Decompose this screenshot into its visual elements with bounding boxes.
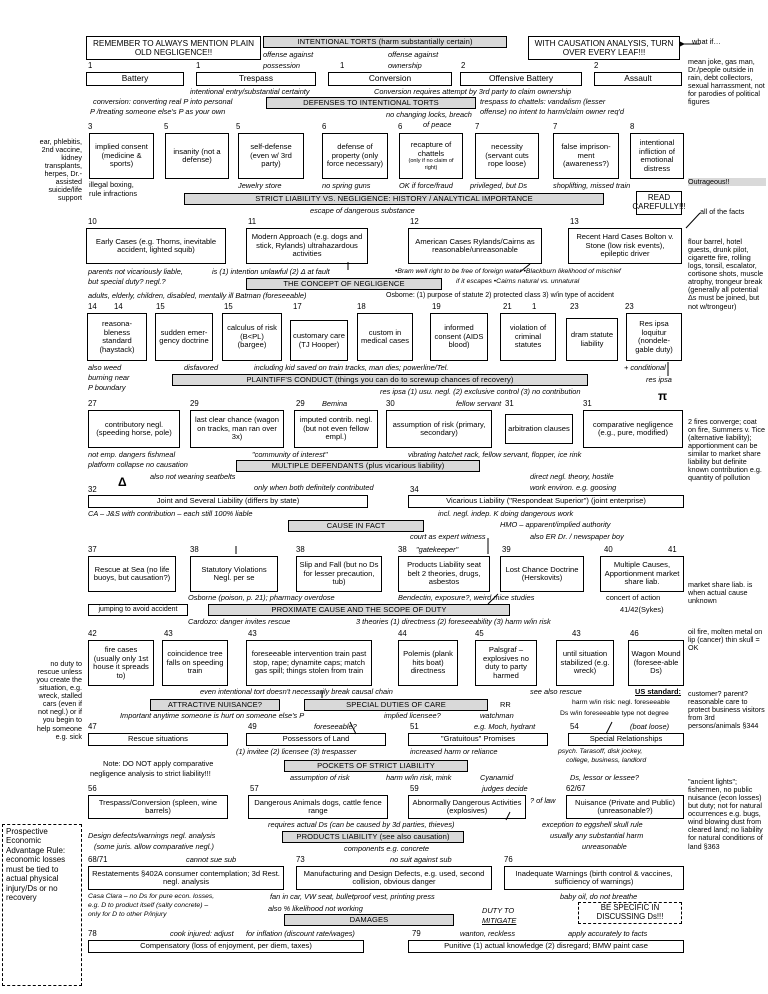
herpes-note: herpes, Dr.- (44, 169, 82, 179)
statutory-violations-label: Statutory Violations Negl. per se (201, 564, 267, 582)
what-if-note: what if… (692, 37, 721, 46)
baby-oil-note: baby oil, do not breathe (560, 892, 638, 901)
oil-fire-text: oil fire, molten metal on lip (cancer) thin skull = OK (688, 627, 763, 653)
page-ref-79: 79 (412, 929, 421, 938)
res-ipsa-elements-note: res ipsa (1) usu. negl. (2) exclusive control (3) no contribution (380, 387, 581, 396)
conversion-definition: conversion: converting real P into personal (93, 97, 233, 106)
proximate-cause-title: PROXIMATE CAUSE AND THE SCOPE OF DUTY (271, 605, 447, 615)
last-clear-chance-label: last clear chance (wagon on tracks, man ran over 3x) (195, 415, 279, 442)
intentional-entry-note: intentional entry/substantial certainty (190, 87, 310, 96)
direct-negligence-note: direct negl. theory, hostile (530, 472, 614, 481)
comparative-warning-note-2: negligence analysis to strict liability!!! (90, 769, 211, 778)
force-fraud-note: OK if force/fraud (399, 181, 453, 190)
page-ref-17: 17 (293, 302, 302, 311)
page-ref-11: 11 (248, 217, 257, 226)
page-ref-3a: 3 (88, 122, 93, 131)
delta-symbol: Δ (118, 475, 127, 489)
page-ref-43a: 43 (164, 629, 173, 638)
page-ref-57: 57 (250, 784, 259, 793)
self-defense-label: self-defense (even w/ 3rd party) (250, 142, 292, 169)
see-also-rescue-note: see also rescue (530, 687, 582, 696)
pi-symbol: π (658, 389, 668, 403)
punitive-label: Punitive (1) actual knowledge (2) disregard; BMW paint case (444, 941, 648, 951)
cars-note: cars (even if (42, 699, 82, 709)
abnormally-dangerous-label: Abnormally Dangerous Activities (explosives) (412, 797, 522, 815)
ds-lessor-note: Ds, lessor or lessee? (570, 773, 640, 782)
parents-note: parents not vicariously liable, (88, 267, 183, 276)
spring-guns-note: no spring guns (322, 181, 371, 190)
components-note: components e.g. concrete (344, 844, 430, 853)
pockets-strict-title: POCKETS OF STRICT LIABILITY (317, 761, 435, 771)
moch-hydrant-note: e.g. Moch, hydrant (474, 722, 536, 731)
vaccine-note: 2nd vaccine, (41, 145, 82, 155)
trespass-conversion-label: Trespass/Conversion (spleen, wine barrels) (98, 797, 218, 815)
of-law-note: ? of law (530, 796, 556, 805)
page-ref-18: 18 (357, 302, 366, 311)
recapture-small-note: (only if no claim of right) (408, 158, 454, 171)
read-carefully-text: READ CAREFULLY!!! (632, 193, 686, 211)
privileged-note: privileged, but Ds (470, 181, 528, 190)
page-ref-1: 1 (88, 61, 93, 70)
be-specific-text: BE SPECIFIC IN DISCUSSING Ds!!! (596, 903, 664, 921)
suicide-note: suicide/life (48, 185, 82, 195)
page-ref-29b: 29 (296, 399, 305, 408)
some-juris-note: (some juris. allow comparative negl.) (94, 842, 214, 851)
cardozo-note: Cardozo: danger invites rescue (188, 617, 291, 626)
apply-facts-note: apply accurately to facts (568, 929, 648, 938)
page-ref-47: 47 (88, 722, 97, 731)
negligence-title: THE CONCEPT OF NEGLIGENCE (283, 279, 405, 289)
no-suit-note: no suit against sub (390, 855, 452, 864)
fishmeal-note: not emp. dangers fishmeal (88, 450, 176, 459)
casa-clara-note-2: e.g. D to product itself (salty concrete) – (88, 902, 209, 909)
page-ref-31a: 31 (505, 399, 514, 408)
mean-joke-text: mean joke, gas man, Dr./people outside in rain, debt collectors, sexual harrassment, not for parodies of political figures (688, 57, 765, 107)
lost-chance-label: Lost Chance Doctrine (Herskovits) (505, 564, 579, 582)
three-theories-note: 3 theories (1) directness (2) foreseeability (3) harm w/in risk (356, 617, 551, 626)
sudden-emergency-label: sudden emer-gency doctrine (159, 327, 209, 345)
ownership-note: ownership (388, 61, 422, 70)
page-ref-6b: 6 (398, 122, 403, 131)
page-ref-59: 59 (410, 784, 419, 793)
damages-title: DAMAGES (349, 915, 389, 925)
page-ref-41: 41 (668, 545, 677, 554)
us-standard-note: US standard: (635, 687, 681, 696)
jumping-label: jumping to avoid accident (98, 606, 178, 614)
page-ref-44: 44 (398, 629, 407, 638)
necessity-label: necessity (servant cuts rope loose) (485, 142, 529, 169)
possession-note: possession (263, 61, 300, 70)
usually-substantial-note: usually any substantial harm (550, 831, 644, 840)
palsgraf-label: Palsgraf – explosives no duty to party harmed (482, 645, 529, 680)
court-expert-note: court as expert witness (410, 532, 486, 541)
design-defects-note: Design defects/warnings negl. analysis (88, 831, 216, 840)
dangerous-animals-label: Dangerous Animals dogs, cattle fence range (254, 797, 382, 815)
recapture-label: recapture of chattels (410, 140, 452, 158)
rescue-at-sea-label: Rescue at Sea (no life buoys, but causation?) (93, 564, 171, 582)
shoplifting-note: shoplifting, missed train (553, 181, 631, 190)
requires-actual-ds-note: requires actual Ds (can be caused by 3d parties, thieves) (268, 820, 455, 829)
ca-js-note: CA – J&S with contribution – each still 100% liable (88, 509, 253, 518)
osborne-note: Osborne: (1) purpose of statute 2) protected class 3) w/in type of accident (386, 292, 615, 299)
assault-label: Assault (624, 73, 652, 84)
illegal-boxing-note: illegal boxing, (89, 180, 134, 189)
american-cases-label: American Cases Rylands/Cairns as reasonable/unreasonable (415, 236, 535, 254)
special-relationships-label: Special Relationships (589, 734, 663, 744)
conditional-note: + conditional (624, 363, 666, 372)
insanity-label: insanity (not a defense) (173, 146, 221, 164)
you-begin-note: you begin to (42, 715, 82, 725)
judges-decide-note: judges decide (482, 784, 528, 793)
false-imprisonment-label: false imprison-ment (awareness?) (561, 142, 611, 169)
page-ref-15a: 15 (156, 302, 165, 311)
causation-text: WITH CAUSATION ANALYSIS, TURN OVER EVERY LEAF!!! (534, 38, 674, 57)
prospective-economic-text: Prospective Economic Advantage Rule: economic losses must be tied to actual physical injury/Ds or no recovery (6, 827, 66, 903)
situation-note: situation, e.g. (39, 683, 82, 693)
er-dr-note: also ER Dr. / newspaper boy (530, 532, 624, 541)
attractive-nuisance-title: ATTRACTIVE NUISANCE? (167, 700, 263, 710)
seatbelts-note: also not wearing seatbelts (150, 472, 236, 481)
slip-and-fall-label: Slip and Fall (but no Ds for lesser precaution, tub) (299, 560, 379, 587)
comparative-warning-note: Note: DO NOT apply comparative (103, 759, 214, 768)
page-ref-5b: 5 (236, 122, 241, 131)
page-ref-46: 46 (630, 629, 639, 638)
bendectin-note: Bendectin, exposure?, weird mice studies (398, 593, 535, 602)
invitee-licensee-note: (1) invitee (2) licensee (3) trespasser (236, 747, 357, 756)
help-note: help someone (36, 723, 82, 733)
transplants-note: transplants, (44, 161, 82, 171)
escape-substance-note: escape of dangerous substance (310, 206, 415, 215)
gratuitous-promises-label: "Gratuitous" Promises (440, 734, 516, 744)
page-ref-51: 51 (410, 722, 419, 731)
multiple-causes-label: Multiple Causes, Apportionment market share liab. (604, 560, 680, 587)
not-negl-note: not negl.) or if (38, 707, 82, 717)
abnormally-arrow (506, 812, 510, 820)
nuisance-label: Nuisance (Private and Public) (unreasonable?) (574, 797, 676, 815)
concert-of-action-note: concert of action (606, 593, 661, 602)
page-ref-5a: 5 (164, 122, 169, 131)
page-ref-62-67: 62/67 (566, 784, 586, 793)
conversion-requires-note: Conversion requires attempt by 3rd party to claim ownership (374, 87, 572, 96)
increased-harm-note: increased harm or reliance (410, 747, 498, 756)
fellow-servant-note: fellow servant (456, 399, 502, 408)
page-ref-6a: 6 (322, 122, 327, 131)
independent-contractor-note: incl. negl. indep. K doing dangerous work (438, 509, 574, 518)
likelihood-note: also % likelihood not working (268, 904, 363, 913)
contributory-negligence-label: contributory negl. (speeding horse, pole) (96, 419, 172, 437)
page-ref-7b: 7 (553, 122, 558, 131)
ancient-lights-text: "ancient lights"; fishermen, no public nuisance (econ losses) but duty; not for natural occurrences e.g. bugs, wind blowing dust from cleared land; no liability for natural conditions of land §363 (688, 777, 763, 851)
page-ref-27: 27 (88, 399, 97, 408)
harm-mink-note: harm w/in risk, mink (386, 773, 452, 782)
restatements-label: Restatements §402A consumer contemplation; 3d Rest. negl. analysis (92, 868, 280, 886)
comparative-negligence-label: comparative negligence (e.g., pure, modified) (592, 419, 674, 437)
tarasoff-note: psych. Tarasoff, disk jockey, (558, 748, 643, 755)
strict-liability-title: STRICT LIABILITY VS. NEGLIGENCE: HISTORY / ANALYTICAL IMPORTANCE (255, 194, 533, 204)
foreseeable-question-note: foreseeable? (314, 722, 357, 731)
all-facts-text: all of the facts (700, 207, 745, 216)
page-ref-54: 54 (570, 722, 579, 731)
sykes-note: 41/42(Sykes) (620, 605, 664, 614)
reminder-text: REMEMBER TO ALWAYS MENTION PLAIN OLD NEGLIGENCE!! (92, 38, 255, 57)
page-ref-23a: 23 (570, 302, 579, 311)
reasonableness-label: reasona-bleness standard (haystack) (99, 319, 135, 354)
p-boundary-note: P boundary (88, 383, 126, 392)
page-ref-40: 40 (604, 545, 613, 554)
foreseeable-arrow (350, 722, 356, 734)
adults-elderly-note: adults, elderly, children, disabled, mentally ill Batman (foreseeable) (88, 291, 307, 300)
page-ref-76: 76 (504, 855, 513, 864)
harm-within-risk-note: harm w/in risk: negl. foreseeable (572, 699, 670, 706)
page-ref-68-71: 68/71 (88, 855, 108, 864)
burning-near-note: burning near (88, 373, 130, 382)
modern-approach-label: Modern Approach (e.g. dogs and stick, Rylands) ultrahazardous activities (251, 232, 363, 259)
flour-barrel-text: flour barrel, hotel guests, drunk pilot, cigarette fire, rolling logs, tonsil, escalator, cortisone shots, muscle atrophy, trongeur break (generally all potential Δs must be joined, but not w/trongeur) (688, 237, 764, 311)
page-ref-19: 19 (432, 302, 441, 311)
plaintiff-conduct-title: PLAINTIFF'S CONDUCT (things you can do to screwup chances of recovery) (246, 375, 514, 385)
special-duties-title: SPECIAL DUTIES OF CARE (346, 700, 446, 710)
page-ref-5: 2 (594, 61, 599, 70)
page-ref-73: 73 (296, 855, 305, 864)
page-ref-29a: 29 (190, 399, 199, 408)
of-peace-note: of peace (423, 120, 452, 129)
page-ref-38c: 38 (398, 545, 407, 554)
also-weed-note: also weed (88, 363, 122, 372)
fan-in-car-note: fan in car, VW seat, bulletproof vest, printing press (270, 892, 435, 901)
rr-note: RR (500, 700, 511, 709)
eg-sick-note: e.g. sick (55, 731, 82, 741)
page-ref-12: 12 (410, 217, 419, 226)
kidney-note: kidney (61, 153, 82, 163)
page-ref-49: 49 (248, 722, 257, 731)
possessors-of-land-label: Possessors of Land (282, 734, 350, 744)
intentional-tort-chain-note: even intentional tort doesn't necessarily break causal chain (200, 687, 393, 696)
inflation-note: for inflation (discount rate/wages) (246, 929, 355, 938)
inadequate-warnings-label: Inadequate Warnings (birth control & vaccines, sufficiency of warnings) (515, 868, 673, 886)
jewelry-store-note: Jewelry store (238, 181, 282, 190)
page-ref-39: 39 (502, 545, 511, 554)
gatekeeper-note: "gatekeeper" (416, 545, 459, 554)
informed-consent-label: informed consent (AIDS blood) (434, 323, 484, 350)
read-carefully-arrow (686, 213, 700, 228)
osborne-poison-note: Osborne (poison, p. 21); pharmacy overdose (188, 593, 335, 602)
two-fires-text: 2 fires converge; coat on fire, Summers v. Tice (alternative liability); apportionment can be similar to market share liability but definite known contribution e.g. quantity of pollution (688, 417, 765, 483)
cannot-sue-note: cannot sue sub (186, 855, 237, 864)
page-ref-78: 78 (88, 929, 97, 938)
page-ref-2: 1 (196, 61, 201, 70)
fire-cases-label: fire cases (usually only 1st house it spreads to) (93, 645, 149, 680)
products-liability-label: Products Liability seat belt 2 theories, drugs, asbestos (407, 560, 481, 587)
conversion-label: Conversion (368, 73, 412, 84)
page-ref-14a: 14 (88, 302, 97, 311)
wanton-reckless-note: wanton, reckless (460, 929, 516, 938)
page-ref-4: 2 (461, 61, 466, 70)
cause-in-fact-title: CAUSE IN FACT (326, 521, 386, 531)
defense-of-property-label: defense of property (only force necessary) (326, 142, 384, 169)
trespass-label: Trespass (238, 73, 274, 84)
recent-hard-cases-label: Recent Hard Cases Bolton v. Stone (low risk events), epileptic driver (576, 232, 674, 259)
page-ref-13: 13 (570, 217, 579, 226)
calculus-label: calculus of risk (B<PL) (bargee) (227, 323, 277, 350)
res-ipsa-note: res ipsa (646, 375, 672, 384)
implied-consent-label: implied consent (medicine & sports) (95, 142, 148, 169)
only-when-note: only when both definitely contributed (254, 483, 374, 492)
support-note: support (58, 193, 82, 203)
no-duty-note: no duty to (50, 659, 82, 668)
products-liability-title: PRODUCTS LIABILITY (see also causation) (296, 832, 450, 842)
early-cases-label: Early Cases (e.g. Thorns, inevitable accident, lighted squib) (95, 236, 217, 254)
page-ref-37: 37 (88, 545, 97, 554)
page-ref-31b: 31 (583, 399, 592, 408)
vibrating-hatchet-note: vibrating hatchet rack, fellow servant, flopper, ice rink (408, 450, 582, 459)
imputed-negligence-label: imputed contrib. negl. (but not even fellow empl.) (299, 415, 373, 442)
page-ref-15b: 15 (224, 302, 233, 311)
work-environment-note: work environ. e.g. goosing (530, 483, 617, 492)
you-create-note: you create the (36, 675, 82, 685)
criminal-statutes-label: violation of criminal statutes (509, 323, 547, 350)
conversion-definition-2: P /treating someone else's P as your own (90, 107, 226, 116)
page-ref-21: 21 (503, 302, 512, 311)
until-stabilized-label: until situation stabilized (e.g. wreck) (560, 649, 610, 676)
page-ref-34: 34 (410, 485, 419, 494)
intentional-torts-title: INTENTIONAL TORTS (harm substantially certain) (297, 37, 473, 47)
special-duty-text: but special duty? negl.? (88, 277, 166, 286)
custom-medical-label: custom in medical cases (360, 327, 410, 345)
eggshell-exception-note: exception to eggshell skull rule (542, 820, 643, 829)
wreck-note: wreck, stalled (38, 691, 82, 701)
page-ref-7a: 7 (475, 122, 480, 131)
page-ref-32: 32 (88, 485, 97, 494)
arbitration-label: arbitration clauses (508, 423, 570, 433)
coincidence-label: coincidence tree falls on speeding train (166, 649, 224, 676)
page-ref-8: 8 (630, 122, 635, 131)
joint-several-label: Joint and Several Liability (differs by state) (156, 496, 300, 506)
ear-note: ear, phlebitis, (39, 137, 82, 146)
assisted-note: assisted (55, 177, 82, 187)
offense-note-2: offense against (388, 50, 439, 59)
duty-to-note: DUTY TO (482, 906, 515, 915)
including-kid-note: including kid saved on train tracks, man dies; powerline/Tel. (254, 363, 449, 372)
customary-care-label: customary care (TJ Hooper) (293, 331, 345, 349)
watchman-note: watchman (480, 711, 514, 720)
outrageous-text: Outrageous!! (688, 177, 730, 186)
vicarious-liability-label: Vicarious Liability ("Respondeat Superior") (joint enterprise) (446, 496, 646, 506)
market-share-text: market share liab. is when actual cause unknown (688, 580, 753, 606)
compensatory-label: Compensatory (loss of enjoyment, per diem, taxes) (140, 941, 312, 951)
page-ref-23b: 23 (625, 302, 634, 311)
page-ref-3: 1 (340, 61, 345, 70)
page-ref-14b: 14 (114, 302, 123, 311)
page-ref-30: 30 (386, 399, 395, 408)
page-ref-43b: 43 (248, 629, 257, 638)
platform-collapse-note: platform collapse no causation (88, 460, 188, 469)
rule-infractions-note: rule infractions (89, 189, 138, 198)
multiple-defendants-title: MULTIPLE DEFENDANTS (plus vicarious liability) (271, 461, 445, 471)
page-ref-1b: 1 (532, 302, 537, 311)
bemina-note: Bemina (322, 399, 348, 408)
hmo-note: HMO – apparent/implied authority (500, 520, 611, 529)
page-ref-43c: 43 (572, 629, 581, 638)
casa-clara-note-3: only for D to other P/injury (88, 911, 167, 918)
rescue-situations-label: Rescue situations (128, 734, 188, 744)
intention-unlawful-note: is (1) intention unlawful (2) Δ at fault (212, 267, 330, 276)
res-ipsa-label: Res ipsa loquitur (nondele-gable duty) (635, 319, 673, 354)
wagon-mound-label: Wagon Mound (foresee-able Ds) (631, 649, 681, 676)
offense-note-1: offense against (263, 50, 314, 59)
page-ref-38b: 38 (296, 545, 305, 554)
cook-injured-note: cook injured: adjust (170, 929, 234, 938)
trespass-chattels-note: trespass to chattels: vandalism (lesser (480, 97, 606, 106)
mitigate-note: MITIGATE (482, 916, 517, 925)
battery-label: Battery (121, 73, 149, 84)
no-changing-locks-note: no changing locks, breach (386, 110, 472, 119)
offensive-battery-label: Offensive Battery (488, 73, 554, 84)
boat-loose-arrow (606, 722, 612, 734)
unreasonable-note: unreasonable (582, 842, 627, 851)
manufacturing-defects-label: Manufacturing and Design Defects, e.g. used, second collision, obvious danger (303, 868, 485, 886)
assumption-of-risk-label: assumption of risk (primary, secondary) (392, 419, 486, 437)
dram-statute-label: dram statute liability (570, 330, 614, 348)
page-ref-45: 45 (475, 629, 484, 638)
polemis-label: Polemis (plank hits boat) directness (403, 649, 453, 676)
page-ref-10: 10 (88, 217, 97, 226)
ds-within-note: Ds w/in foreseeable type not degree (560, 710, 669, 717)
defenses-title: DEFENSES TO INTENTIONAL TORTS (303, 98, 439, 108)
community-interest-note: "community of interest" (252, 450, 328, 459)
casa-clara-note: Casa Clara – no Ds for pure econ. losses, (88, 893, 215, 900)
american-cases-arrow (520, 264, 530, 272)
rescue-unless-note: rescue unless (37, 667, 82, 677)
cyanamid-note: Cyanamid (480, 773, 514, 782)
boat-loose-note: (boat loose) (630, 722, 670, 731)
emotional-distress-label: intentional infliction of emotional distress (639, 138, 675, 173)
implied-licensee-note: implied licensee? (384, 711, 441, 720)
customer-text: customer? parent? reasonable care to protect business visitors from 3rd persons/animals §344 (688, 689, 765, 731)
bendectin-arrow (488, 594, 498, 604)
college-landlord-note: college, business, landlord (566, 757, 647, 764)
bramwell-note: •Bram well right to be free of foreign water •Blackburn likelihood of mischief (395, 268, 621, 275)
assumption-risk-note: assumption of risk (290, 773, 350, 782)
page-ref-56: 56 (88, 784, 97, 793)
page-ref-38a: 38 (190, 545, 199, 554)
page-ref-42: 42 (88, 629, 97, 638)
foreseeable-intervention-label: foreseeable intervention train past stop, rape; dynamite caps; match gas spill; things stolen from train (251, 649, 367, 676)
if-escapes-note: if it escapes •Cairns natural vs. unnatural (456, 278, 580, 285)
important-note: Important anytime someone is hurt on someone else's P (120, 711, 305, 720)
trespass-chattels-note-2: offense) no intent to harm/claim owner req'd (480, 107, 624, 116)
disfavored-note: disfavored (184, 363, 219, 372)
